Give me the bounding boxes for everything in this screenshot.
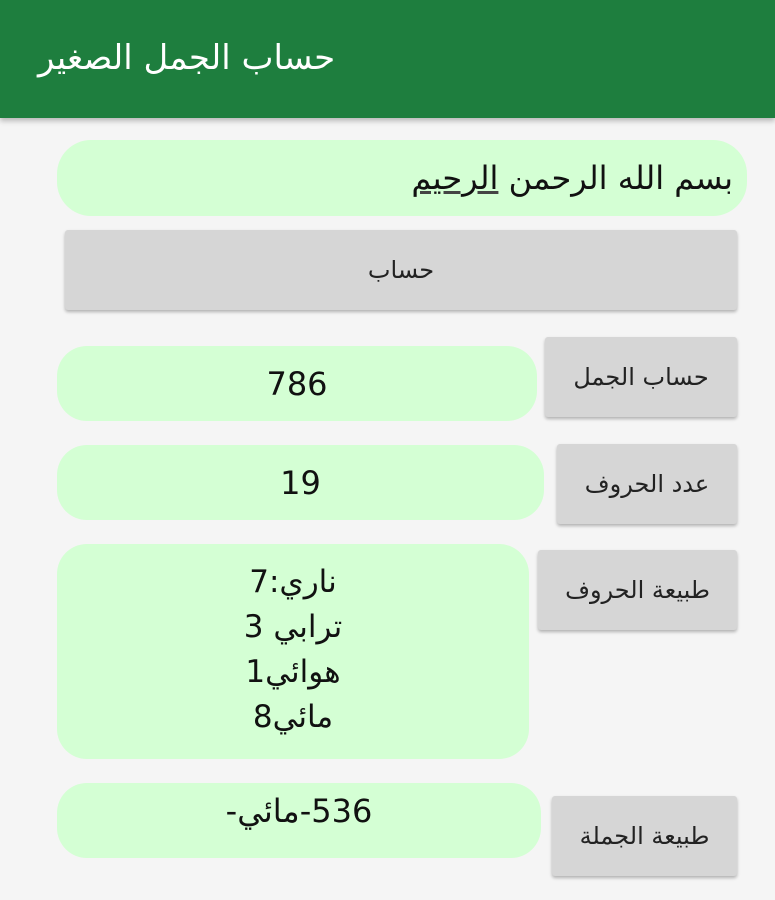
- nature-air: هوائي1: [245, 653, 341, 690]
- letter-nature-label-button[interactable]: طبيعة الحروف: [538, 550, 737, 630]
- input-text-prefix: بسم الله الرحمن: [498, 159, 733, 197]
- input-underlined-word: الرحيم: [411, 159, 499, 197]
- calculate-button[interactable]: حساب: [65, 230, 737, 310]
- sentence-nature-label-button[interactable]: طبيعة الجملة: [552, 796, 737, 876]
- letter-count-value: 19: [280, 463, 321, 502]
- nature-water: مائي8: [252, 698, 334, 735]
- jumal-value: 786: [266, 364, 328, 403]
- nature-earth: ترابي 3: [243, 608, 343, 645]
- input-text[interactable]: [411, 159, 733, 197]
- letter-count-label-button[interactable]: عدد الحروف: [557, 444, 737, 524]
- text-input[interactable]: [57, 140, 747, 216]
- jumal-label-button[interactable]: حساب الجمل: [545, 337, 737, 417]
- letter-nature-field: [57, 544, 529, 759]
- app-title: حساب الجمل الصغير: [38, 38, 336, 78]
- sentence-nature-value: 536-مائي-: [225, 791, 373, 830]
- letter-nature-list: [244, 560, 342, 740]
- sentence-nature-field: [57, 783, 541, 858]
- jumal-value-field: [57, 346, 537, 421]
- letter-count-field: [57, 445, 544, 520]
- app-bar: [0, 0, 775, 118]
- nature-fire: ناري:7: [249, 563, 337, 600]
